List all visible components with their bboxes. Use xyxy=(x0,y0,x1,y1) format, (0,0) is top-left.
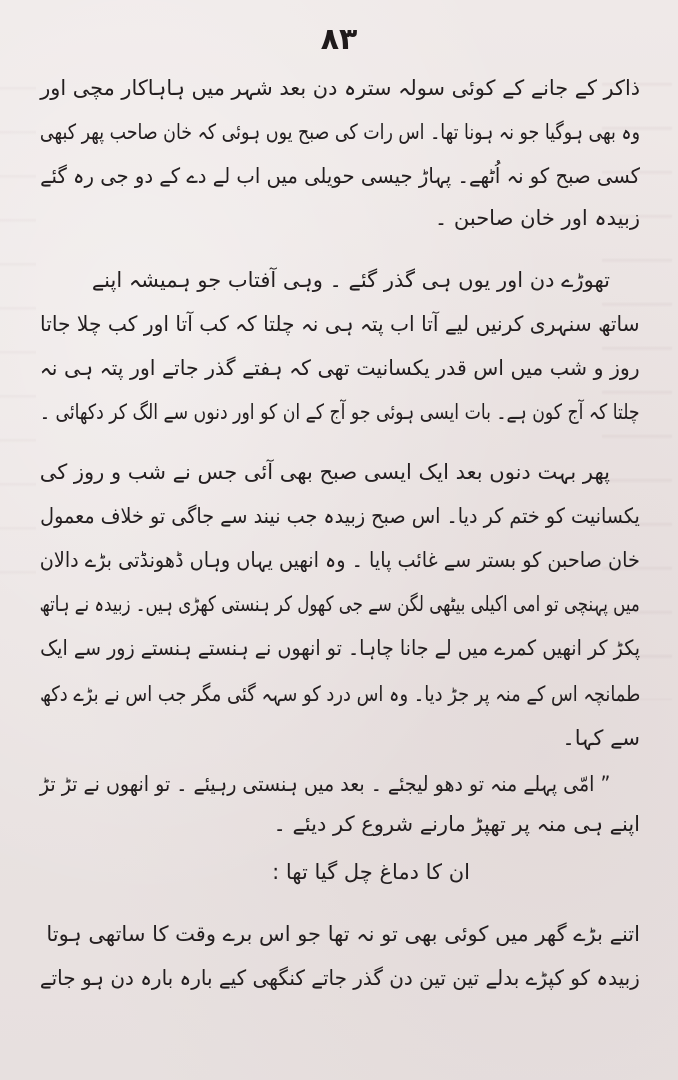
text-line: طمانچہ اس کے منہ پر جڑ دیا۔ وہ اس درد کو سہہ گئی مگر جب اس نے بڑے دکھ xyxy=(39,682,640,706)
text-line: میں پہنچی تو امی اکیلی بیٹھی لگن سے جی کھول کر ہنستی کھڑی ہیں۔ زبیدہ نے ہاتھ xyxy=(39,592,640,616)
text-line: زبیدہ اور خان صاحبن ۔ xyxy=(434,206,640,230)
text-line: سے کہا۔ xyxy=(562,726,640,750)
text-line: خان صاحبن کو بستر سے غائب پایا ۔ وہ انھیں یہاں وہاں ڈھونڈتی بڑے دالان xyxy=(39,548,640,572)
text-line: اتنے بڑے گھر میں کوئی بھی تو نہ تھا جو اس برے وقت کا ساتھی ہوتا xyxy=(46,922,640,946)
text-line: ساتھ سنہری کرنیں لیے آتا اب پتہ ہی نہ چلتا کہ کب آتا اور کب چلا جاتا xyxy=(40,312,640,336)
bleed-through-texture-left xyxy=(0,60,36,580)
text-line: ” امّی پہلے منہ تو دھو لیجئے ۔ بعد میں ہنستی رہیئے ۔ تو انھوں نے تڑ تڑ xyxy=(39,772,610,796)
text-line: یکسانیت کو ختم کر دیا۔ اس صبح زبیدہ جب نیند سے جاگی تو خلاف معمول xyxy=(40,504,640,528)
text-line: پکڑ کر انھیں کمرے میں لے جانا چاہا۔ تو انھوں نے ہنستے ہنستے زور سے ایک xyxy=(40,636,640,660)
text-line: کسی صبح کو نہ اُٹھے۔ پہاڑ جیسی حویلی میں اب لے دے کے دو جی رہ گئے xyxy=(40,164,640,188)
text-line: روز و شب میں اس قدر یکسانیت تھی کہ ہفتے گذر جاتے اور پتہ ہی نہ xyxy=(40,356,640,380)
text-line: ان کا دماغ چل گیا تھا : xyxy=(272,860,470,884)
page-number: ۸۳ xyxy=(320,22,358,57)
text-line: زبیدہ کو کپڑے بدلے تین تین دن گذر جاتے کنگھی کیے بارہ بارہ دن ہو جاتے xyxy=(40,966,640,990)
text-line: پھر بہت دنوں بعد ایک ایسی صبح بھی آئی جس نے شب و روز کی xyxy=(39,460,610,484)
text-line: ذاکر کے جانے کے کوئی سولہ سترہ دن بعد شہر میں ہاہاکار مچی اور xyxy=(40,76,640,100)
text-line: اپنے ہی منہ پر تھپڑ مارنے شروع کر دیئے ۔ xyxy=(273,812,640,836)
text-line: وہ بھی ہوگیا جو نہ ہونا تھا۔ اس رات کی صبح یوں ہوئی کہ خان صاحب پھر کبھی xyxy=(39,120,640,144)
text-line: چلتا کہ آج کون ہے۔ بات ایسی ہوئی جو آج کے ان کو اور دنوں سے الگ کر دکھائی ۔ xyxy=(40,400,640,424)
text-line: تھوڑے دن اور یوں ہی گذر گئے ۔ وہی آفتاب جو ہمیشہ اپنے xyxy=(91,268,610,292)
